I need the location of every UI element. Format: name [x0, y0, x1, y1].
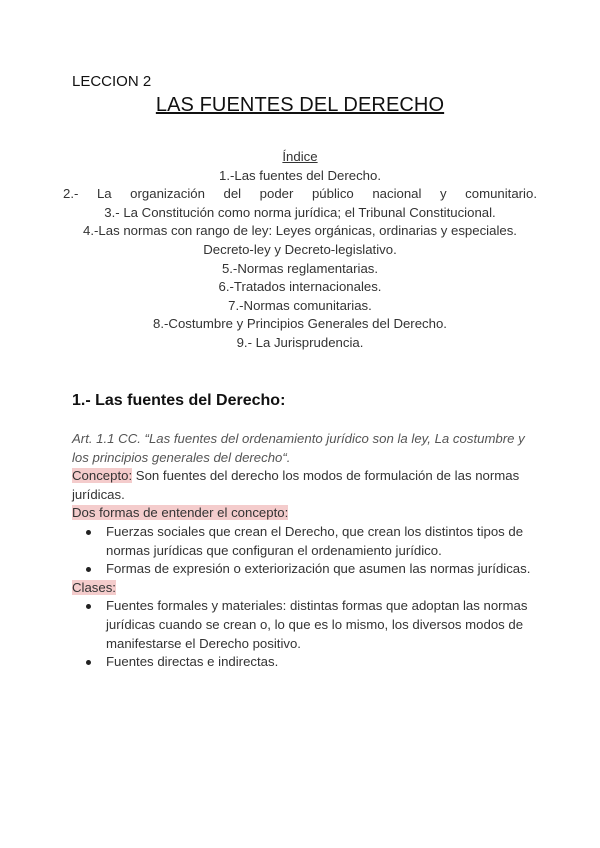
index-item: 9.- La Jurisprudencia. — [236, 334, 364, 350]
concept-label: Concepto: — [72, 468, 133, 484]
index-item: 5.-Normas reglamentarias. — [221, 260, 379, 276]
bullet-icon — [86, 567, 91, 572]
document-title: LAS FUENTES DEL DERECHO — [155, 94, 445, 116]
index-item: 2.- La organización del poder público nacional y comunitario. — [63, 186, 537, 202]
list-item — [106, 597, 532, 653]
bullet-icon — [86, 530, 91, 535]
list-item — [106, 560, 532, 579]
civil-code-quote: Art. 1.1 CC. “Las fuentes del ordenamiento jurídico son la ley, La costumbre y los principios generales del derecho“. — [72, 431, 525, 465]
list-item — [106, 653, 532, 672]
list-item-text: Fuentes formales y materiales: distintas formas que adoptan las normas jurídicas cuando se crean o, lo que es lo mismo, los diversos modos de manifestarse el Derecho positivo. — [106, 598, 528, 651]
list-item-text: Formas de expresión o exteriorización que asumen las normas jurídicas. — [106, 561, 531, 577]
classes-paragraph — [72, 579, 532, 598]
section-body — [72, 430, 532, 672]
index-heading: Índice — [282, 149, 318, 164]
list-item-text: Fuerzas sociales que crean el Derecho, que crean los distintos tipos de normas jurídicas que configuran el ordenamiento jurídico. — [106, 523, 524, 558]
list-item-text: Fuentes directas e indirectas. — [106, 654, 279, 670]
index-item: 1.-Las fuentes del Derecho. — [218, 167, 381, 183]
table-of-contents — [63, 148, 537, 353]
index-item: 4.-Las normas con rango de ley: Leyes orgánicas, ordinarias y especiales. Decreto-ley y Decreto-legislativo. — [83, 223, 517, 257]
section-heading: 1.- Las fuentes del Derecho: — [72, 392, 286, 409]
index-item: 8.-Costumbre y Principios Generales del Derecho. — [153, 316, 447, 332]
concept-text: Son fuentes del derecho los modos de formulación de las normas jurídicas. — [72, 468, 520, 502]
index-item: 3.- La Constitución como norma jurídica; el Tribunal Constitucional. — [104, 204, 496, 220]
bullet-icon — [86, 660, 91, 665]
classes-label: Clases: — [72, 579, 116, 595]
index-item: 7.-Normas comunitarias. — [228, 297, 372, 313]
two-forms-list — [72, 523, 532, 579]
lesson-label: LECCION 2 — [72, 73, 152, 90]
classes-list — [72, 597, 532, 671]
two-forms-label: Dos formas de entender el concepto: — [72, 505, 289, 521]
list-item — [106, 523, 532, 560]
concept-paragraph — [72, 467, 532, 504]
two-forms-paragraph — [72, 504, 532, 523]
index-item: 6.-Tratados internacionales. — [218, 279, 382, 295]
bullet-icon — [86, 604, 91, 609]
